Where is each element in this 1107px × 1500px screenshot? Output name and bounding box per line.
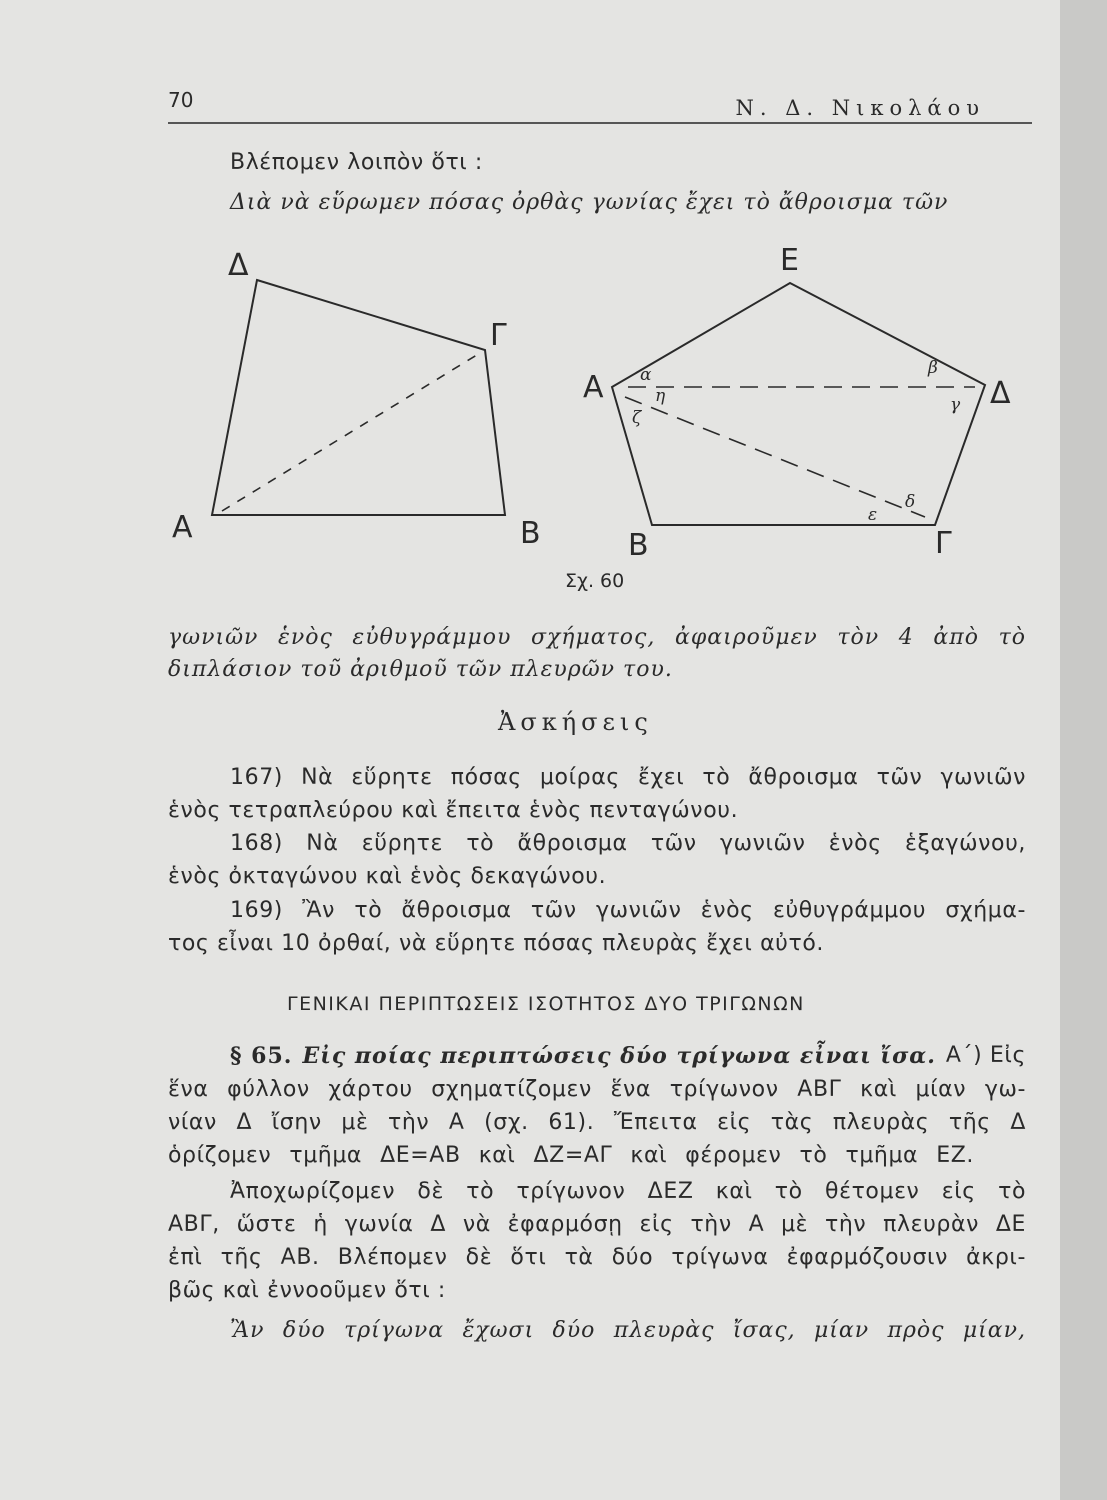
- body-line: νίαν Δ ἴσην μὲ τὴν Α (σχ. 61). Ἔπειτα εἰς τὰς πλευρὰς τῆς Δ: [168, 1110, 1026, 1135]
- quad-label-right: Γ: [490, 318, 507, 353]
- angle-label: η: [655, 386, 666, 406]
- rule-statement-line-1: Διὰ νὰ εὕρωμεν πόσας ὀρθὰς γωνίας ἔχει τὸ ἄθροισμα τῶν: [230, 190, 949, 215]
- angle-label: δ: [905, 492, 916, 512]
- exercises-heading: Ἀσκήσεις: [498, 708, 653, 736]
- penta-label-right: Δ: [990, 376, 1011, 411]
- angle-label: γ: [950, 395, 961, 415]
- figure-caption: Σχ. 60: [565, 570, 625, 592]
- body-line: ἕνα φύλλον χάρτου σχηματίζομεν ἕνα τρίγωνον ΑΒΓ καὶ μίαν γω-: [168, 1077, 1026, 1102]
- pentagon-diagonal-ag: [625, 397, 925, 517]
- angle-label: ζ: [632, 408, 642, 428]
- penta-label-top: Ε: [780, 243, 799, 278]
- exercise-line: 169) Ἂν τὸ ἄθροισμα τῶν γωνιῶν ἑνὸς εὐθυγράμμου σχήμα-: [230, 898, 1026, 923]
- quad-label-top: Δ: [228, 248, 249, 283]
- paragraph-65-heading: [230, 1043, 936, 1069]
- exercise-line: ἑνὸς τετραπλεύρου καὶ ἔπειτα ἑνὸς πενταγώνου.: [168, 798, 739, 823]
- running-head: Ν. Δ. Νικολάου: [735, 96, 985, 120]
- section-title: ΓΕΝΙΚΑΙ ΠΕΡΙΠΤΩΣΕΙΣ ΙΣΟΤΗΤΟΣ ΔΥΟ ΤΡΙΓΩΝΩΝ: [287, 993, 805, 1015]
- exercise-line: 167) Νὰ εὕρητε πόσας μοίρας ἔχει τὸ ἄθροισμα τῶν γωνιῶν: [230, 765, 1026, 790]
- exercise-line: 168) Νὰ εὕρητε τὸ ἄθροισμα τῶν γωνιῶν ἑνὸς ἑξαγώνου,: [230, 831, 1026, 856]
- page-edge: [1060, 0, 1107, 1500]
- quad-label-left: Α: [172, 510, 193, 545]
- pentagon-figure: [612, 283, 985, 525]
- theorem-line: Ἂν δύο τρίγωνα ἔχωσι δύο πλευρὰς ἴσας, μίαν πρὸς μίαν,: [230, 1318, 1026, 1343]
- paragraph-lead-text: Α΄) Εἰς: [945, 1043, 1026, 1068]
- angle-label: ε: [868, 505, 878, 525]
- body-line: ἐπὶ τῆς ΑΒ. Βλέπομεν δὲ ὅτι τὰ δύο τρίγωνα ἐφαρμόζουσιν ἀκρι-: [168, 1245, 1026, 1270]
- angle-label: β: [928, 358, 938, 378]
- rule-statement-line-2: γωνιῶν ἑνὸς εὐθυγράμμου σχήματος, ἀφαιροῦμεν τὸν 4 ἀπὸ τὸ: [168, 625, 1026, 650]
- intro-text: Βλέπομεν λοιπὸν ὅτι :: [230, 150, 483, 175]
- quadrilateral-diagonal: [222, 353, 480, 511]
- exercise-line: τος εἶναι 10 ὀρθαί, νὰ εὕρητε πόσας πλευρὰς ἔχει αὐτό.: [168, 931, 824, 956]
- figure-60: [0, 225, 1060, 645]
- rule-statement-line-3: διπλάσιον τοῦ ἀριθμοῦ τῶν πλευρῶν του.: [168, 657, 673, 682]
- paragraph-65-lead: [230, 1043, 1026, 1069]
- penta-label-bottom-right: Γ: [935, 526, 952, 561]
- quadrilateral-figure: [212, 280, 505, 515]
- body-line: ΑΒΓ, ὥστε ἡ γωνία Δ νὰ ἐφαρμόσῃ εἰς τὴν Α μὲ τὴν πλευρὰν ΔΕ: [168, 1212, 1026, 1237]
- penta-label-bottom-left: Β: [628, 528, 649, 563]
- exercise-line: ἑνὸς ὀκταγώνου καὶ ἑνὸς δεκαγώνου.: [168, 864, 607, 889]
- quad-label-bottom: Β: [520, 516, 541, 551]
- page-number: 70: [168, 88, 194, 112]
- angle-label: α: [640, 365, 652, 385]
- body-line: Ἀποχωρίζομεν δὲ τὸ τρίγωνον ΔΕΖ καὶ τὸ θέτομεν εἰς τὸ: [230, 1179, 1026, 1204]
- header-rule: [168, 122, 1032, 124]
- quadrilateral-outline: [212, 280, 505, 515]
- penta-label-left: Α: [583, 370, 604, 405]
- pentagon-outline: [612, 283, 985, 525]
- paragraph-title: Εἰς ποίας περιπτώσεις δύο τρίγωνα εἶναι ἴσα.: [302, 1043, 936, 1069]
- body-line: ὁρίζομεν τμῆμα ΔΕ=ΑΒ καὶ ΔΖ=ΑΓ καὶ φέρομεν τὸ τμῆμα ΕΖ.: [168, 1143, 974, 1168]
- paragraph-number: § 65.: [230, 1043, 293, 1069]
- body-line: βῶς καὶ ἐννοοῦμεν ὅτι :: [168, 1278, 446, 1303]
